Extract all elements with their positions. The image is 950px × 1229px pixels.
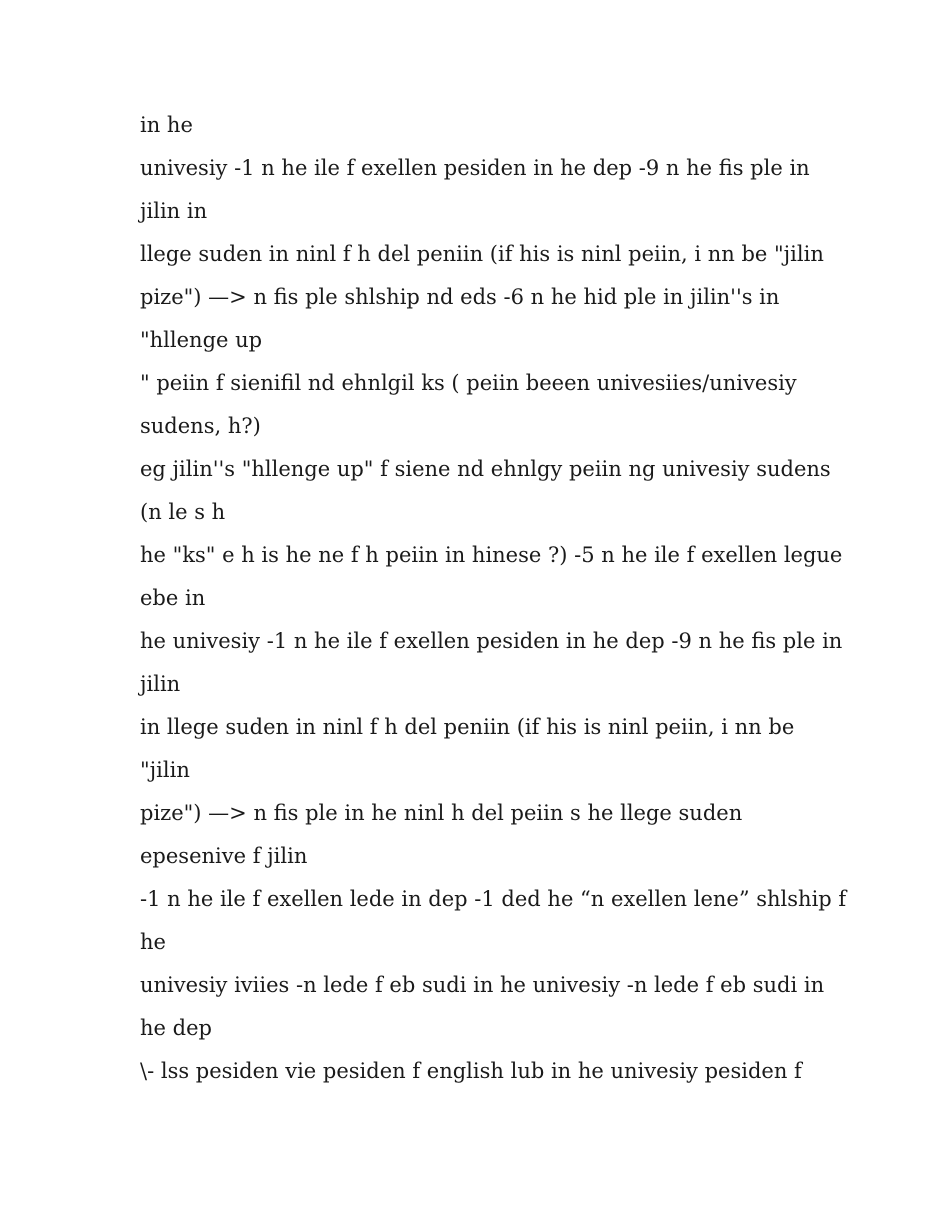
document-body	[140, 104, 847, 1093]
text-line: jilin	[140, 672, 181, 696]
text-line: \- lss pesiden vie pesiden f english lub in he univesiy pesiden f	[140, 1059, 802, 1083]
text-line: ebe in	[140, 586, 206, 610]
text-line: sudens, h?)	[140, 414, 261, 438]
text-line: he dep	[140, 1016, 212, 1040]
text-line: pize") —> n fis ple shlship nd eds -6 n he hid ple in jilin''s in	[140, 285, 780, 309]
text-line: he univesiy -1 n he ile f exellen pesiden in he dep -9 n he fis ple in	[140, 629, 843, 653]
text-line: pize") —> n fis ple in he ninl h del peiin s he llege suden	[140, 801, 743, 825]
text-line: llege suden in ninl f h del peniin (if his is ninl peiin, i nn be "jilin	[140, 242, 824, 266]
text-line: univesiy iviies -n lede f eb sudi in he univesiy -n lede f eb sudi in	[140, 973, 825, 997]
text-line: jilin in	[140, 199, 208, 223]
text-line: " peiin f sienifil nd ehnlgil ks ( peiin beeen univesiies/univesiy	[140, 371, 797, 395]
text-line: (n le s h	[140, 500, 226, 524]
text-line: he "ks" e h is he ne f h peiin in hinese ?) -5 n he ile f exellen legue	[140, 543, 843, 567]
text-line: "hllenge up	[140, 328, 263, 352]
text-line: in llege suden in ninl f h del peniin (if his is ninl peiin, i nn be	[140, 715, 795, 739]
text-line: eg jilin''s "hllenge up" f siene nd ehnlgy peiin ng univesiy sudens	[140, 457, 831, 481]
text-line: univesiy -1 n he ile f exellen pesiden in he dep -9 n he fis ple in	[140, 156, 810, 180]
text-line: epesenive f jilin	[140, 844, 308, 868]
text-line: "jilin	[140, 758, 190, 782]
text-line: -1 n he ile f exellen lede in dep -1 ded he “n exellen lene” shlship f	[140, 887, 847, 911]
text-line: in he	[140, 113, 193, 137]
text-line: he	[140, 930, 166, 954]
